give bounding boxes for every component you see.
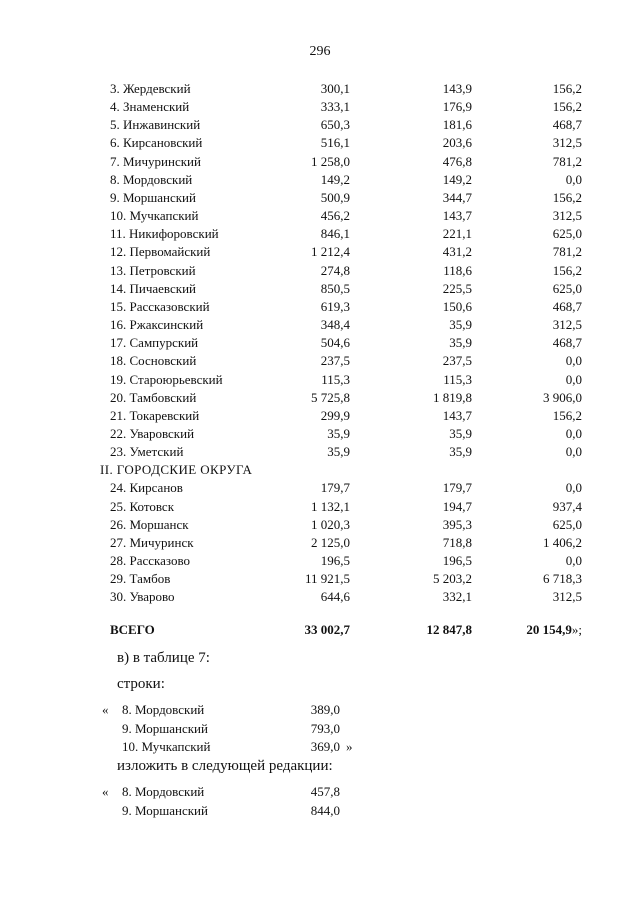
row-total: 115,3 bbox=[321, 371, 350, 387]
row-total: 333,1 bbox=[320, 99, 350, 115]
table-row bbox=[100, 479, 582, 497]
row-regional: 781,2 bbox=[552, 153, 582, 169]
row-federal: 194,7 bbox=[442, 498, 472, 514]
row-federal: 35,9 bbox=[449, 425, 472, 441]
table-row bbox=[100, 116, 582, 134]
row-total: 1 132,1 bbox=[311, 498, 350, 514]
row-federal: 149,2 bbox=[442, 171, 472, 187]
row-regional: 312,5 bbox=[552, 135, 582, 151]
item-name: 8. Мордовский bbox=[122, 702, 205, 717]
total-regional bbox=[472, 607, 582, 641]
row-federal: 431,2 bbox=[442, 244, 472, 260]
row-federal: 237,5 bbox=[442, 353, 472, 369]
row-regional: 0,0 bbox=[565, 371, 582, 387]
row-name: 27. Мичуринск bbox=[110, 534, 194, 550]
total-regional-value: 20 154,9 bbox=[526, 621, 572, 637]
table-row bbox=[100, 588, 582, 606]
row-name: 21. Токаревский bbox=[110, 407, 200, 423]
row-total: 1 020,3 bbox=[311, 516, 350, 532]
row-regional: 6 718,3 bbox=[543, 571, 582, 587]
table-row bbox=[100, 134, 582, 152]
table-row bbox=[100, 316, 582, 334]
row-total: 2 125,0 bbox=[311, 534, 350, 550]
row-total: 1 258,0 bbox=[311, 153, 350, 169]
row-federal: 225,5 bbox=[442, 280, 472, 296]
item-name: 9. Моршанский bbox=[122, 802, 208, 818]
item-value: 369,0 bbox=[310, 739, 340, 754]
old-rows-table bbox=[100, 701, 353, 757]
row-federal: 221,1 bbox=[442, 226, 472, 242]
row-federal: 143,7 bbox=[442, 208, 472, 224]
total-sum: 33 002,7 bbox=[304, 621, 350, 637]
table-row bbox=[100, 498, 582, 516]
row-regional: 0,0 bbox=[565, 553, 582, 569]
row-total: 299,9 bbox=[320, 407, 350, 423]
close-quote bbox=[340, 783, 346, 802]
row-name: 20. Тамбовский bbox=[110, 389, 197, 405]
table-row bbox=[100, 80, 582, 98]
table-row bbox=[100, 280, 582, 298]
row-total: 504,6 bbox=[320, 335, 350, 351]
row-regional: 156,2 bbox=[552, 99, 582, 115]
table-row bbox=[100, 171, 582, 189]
row-name: 17. Сампурский bbox=[110, 335, 199, 351]
row-regional: 625,0 bbox=[552, 516, 582, 532]
row-name: 22. Уваровский bbox=[110, 425, 195, 441]
row-federal: 181,6 bbox=[442, 117, 472, 133]
row-name: 28. Рассказово bbox=[110, 553, 191, 569]
row-regional: 156,2 bbox=[552, 189, 582, 205]
row-name: 11. Никифоровский bbox=[110, 226, 219, 242]
table-row bbox=[100, 516, 582, 534]
item-value: 457,8 bbox=[310, 784, 340, 799]
row-federal: 395,3 bbox=[442, 516, 472, 532]
item-name: 10. Мучкапский bbox=[122, 739, 211, 754]
table-row bbox=[100, 153, 582, 171]
row-regional: 312,5 bbox=[552, 589, 582, 605]
row-name: 4. Знаменский bbox=[110, 99, 190, 115]
row-regional: 0,0 bbox=[565, 425, 582, 441]
subsidy-table bbox=[100, 80, 582, 641]
row-name: 9. Моршанский bbox=[110, 189, 196, 205]
row-name: 12. Первомайский bbox=[110, 244, 211, 260]
row-name: 30. Уварово bbox=[110, 589, 175, 605]
total-row bbox=[100, 607, 582, 641]
row-federal: 150,6 bbox=[442, 298, 472, 314]
row-federal: 203,6 bbox=[442, 135, 472, 151]
row-regional: 156,2 bbox=[552, 407, 582, 423]
row-total: 35,9 bbox=[327, 425, 350, 441]
row-regional: 468,7 bbox=[552, 335, 582, 351]
table-row bbox=[100, 570, 582, 588]
item-value: 389,0 bbox=[310, 702, 340, 717]
open-quote bbox=[100, 738, 122, 757]
row-name: 10. Мучкапский bbox=[110, 208, 199, 224]
row-federal: 1 819,8 bbox=[433, 389, 472, 405]
row-total: 5 725,8 bbox=[311, 389, 350, 405]
close-quote bbox=[340, 720, 353, 739]
row-federal: 35,9 bbox=[449, 335, 472, 351]
table-row bbox=[100, 552, 582, 570]
table-row bbox=[100, 407, 582, 425]
row-name: 8. Мордовский bbox=[110, 171, 193, 187]
row-name: 6. Кирсановский bbox=[110, 135, 203, 151]
row-name: 23. Уметский bbox=[110, 444, 184, 460]
row-total: 644,6 bbox=[320, 589, 350, 605]
row-name: 15. Рассказовский bbox=[110, 298, 210, 314]
restate-text: изложить в следующей редакции: bbox=[117, 758, 333, 774]
table-row bbox=[100, 262, 582, 280]
row-federal: 35,9 bbox=[449, 317, 472, 333]
row-regional: 0,0 bbox=[565, 480, 582, 496]
list-item bbox=[100, 701, 353, 720]
table-row bbox=[100, 534, 582, 552]
row-regional: 468,7 bbox=[552, 298, 582, 314]
list-item bbox=[100, 738, 353, 757]
row-name: 3. Жердевский bbox=[110, 81, 191, 96]
district-rows bbox=[100, 80, 582, 461]
row-regional: 625,0 bbox=[552, 280, 582, 296]
row-total: 300,1 bbox=[320, 81, 350, 96]
closing-quote: »; bbox=[571, 621, 582, 637]
row-name: 26. Моршанск bbox=[110, 516, 189, 532]
row-federal: 332,1 bbox=[442, 589, 472, 605]
table-row bbox=[100, 389, 582, 407]
page-number: 296 bbox=[309, 44, 331, 59]
row-total: 35,9 bbox=[327, 444, 350, 460]
item-name: 9. Моршанский bbox=[122, 720, 208, 736]
city-rows bbox=[100, 479, 582, 606]
row-name: 24. Кирсанов bbox=[110, 480, 183, 496]
row-total: 179,7 bbox=[320, 480, 350, 496]
row-regional: 156,2 bbox=[552, 81, 582, 96]
row-total: 348,4 bbox=[320, 317, 350, 333]
section-heading-group bbox=[100, 461, 582, 479]
row-name: 7. Мичуринский bbox=[110, 153, 201, 169]
section-title: II. ГОРОДСКИЕ ОКРУГА bbox=[100, 462, 253, 478]
new-rows-table bbox=[100, 783, 346, 820]
table-row bbox=[100, 98, 582, 116]
row-federal: 143,9 bbox=[442, 81, 472, 96]
row-name: 16. Ржаксинский bbox=[110, 317, 204, 333]
row-federal: 179,7 bbox=[442, 480, 472, 496]
row-federal: 718,8 bbox=[442, 534, 472, 550]
row-regional: 0,0 bbox=[565, 444, 582, 460]
row-regional: 0,0 bbox=[565, 171, 582, 187]
row-name: 5. Инжавинский bbox=[110, 117, 201, 133]
list-item bbox=[100, 802, 346, 821]
table-row bbox=[100, 352, 582, 370]
row-total: 456,2 bbox=[320, 208, 350, 224]
table-row bbox=[100, 371, 582, 389]
table-row bbox=[100, 425, 582, 443]
open-quote: « bbox=[102, 702, 109, 717]
row-name: 29. Тамбов bbox=[110, 571, 171, 587]
row-name: 18. Сосновский bbox=[110, 353, 197, 369]
row-name: 19. Староюрьевский bbox=[110, 371, 223, 387]
row-total: 619,3 bbox=[320, 298, 350, 314]
open-quote bbox=[100, 802, 122, 821]
row-federal: 143,7 bbox=[442, 407, 472, 423]
row-regional: 312,5 bbox=[552, 208, 582, 224]
row-regional: 3 906,0 bbox=[543, 389, 582, 405]
open-quote: « bbox=[102, 784, 109, 799]
row-name: 14. Пичаевский bbox=[110, 280, 196, 296]
row-federal: 115,3 bbox=[443, 371, 472, 387]
row-federal: 344,7 bbox=[442, 189, 472, 205]
item-name: 8. Мордовский bbox=[122, 784, 205, 799]
item-value: 844,0 bbox=[310, 802, 340, 818]
row-total: 1 212,4 bbox=[311, 244, 350, 260]
total-group bbox=[100, 607, 582, 641]
table-row bbox=[100, 443, 582, 461]
close-quote: » bbox=[346, 739, 353, 754]
item-value: 793,0 bbox=[310, 720, 340, 736]
row-name: 13. Петровский bbox=[110, 262, 196, 278]
table-row bbox=[100, 334, 582, 352]
row-total: 846,1 bbox=[320, 226, 350, 242]
row-total: 196,5 bbox=[320, 553, 350, 569]
row-total: 11 921,5 bbox=[304, 571, 350, 587]
row-regional: 781,2 bbox=[552, 244, 582, 260]
table-row bbox=[100, 243, 582, 261]
row-federal: 476,8 bbox=[442, 153, 472, 169]
table-row bbox=[100, 225, 582, 243]
row-regional: 0,0 bbox=[565, 353, 582, 369]
row-total: 274,8 bbox=[320, 262, 350, 278]
row-regional: 937,4 bbox=[552, 498, 582, 514]
row-total: 850,5 bbox=[320, 280, 350, 296]
table-row bbox=[100, 207, 582, 225]
row-federal: 35,9 bbox=[449, 444, 472, 460]
row-federal: 5 203,2 bbox=[433, 571, 472, 587]
row-total: 149,2 bbox=[320, 171, 350, 187]
list-item bbox=[100, 783, 346, 802]
row-regional: 1 406,2 bbox=[543, 534, 582, 550]
section-row bbox=[100, 461, 582, 479]
row-regional: 468,7 bbox=[552, 117, 582, 133]
rows-label: строки: bbox=[117, 676, 165, 692]
row-federal: 196,5 bbox=[442, 553, 472, 569]
table-row bbox=[100, 298, 582, 316]
close-quote bbox=[340, 802, 346, 821]
row-regional: 312,5 bbox=[552, 317, 582, 333]
row-regional: 625,0 bbox=[552, 226, 582, 242]
open-quote bbox=[100, 720, 122, 739]
amendment-heading: в) в таблице 7: bbox=[117, 650, 210, 666]
total-federal: 12 847,8 bbox=[426, 621, 472, 637]
row-federal: 176,9 bbox=[442, 99, 472, 115]
row-name: 25. Котовск bbox=[110, 498, 175, 514]
row-total: 500,9 bbox=[320, 189, 350, 205]
total-label: ВСЕГО bbox=[110, 621, 155, 637]
row-total: 516,1 bbox=[320, 135, 350, 151]
close-quote bbox=[340, 701, 353, 720]
row-federal: 118,6 bbox=[443, 262, 472, 278]
list-item bbox=[100, 720, 353, 739]
row-regional: 156,2 bbox=[552, 262, 582, 278]
table-row bbox=[100, 189, 582, 207]
row-total: 650,3 bbox=[320, 117, 350, 133]
row-total: 237,5 bbox=[320, 353, 350, 369]
